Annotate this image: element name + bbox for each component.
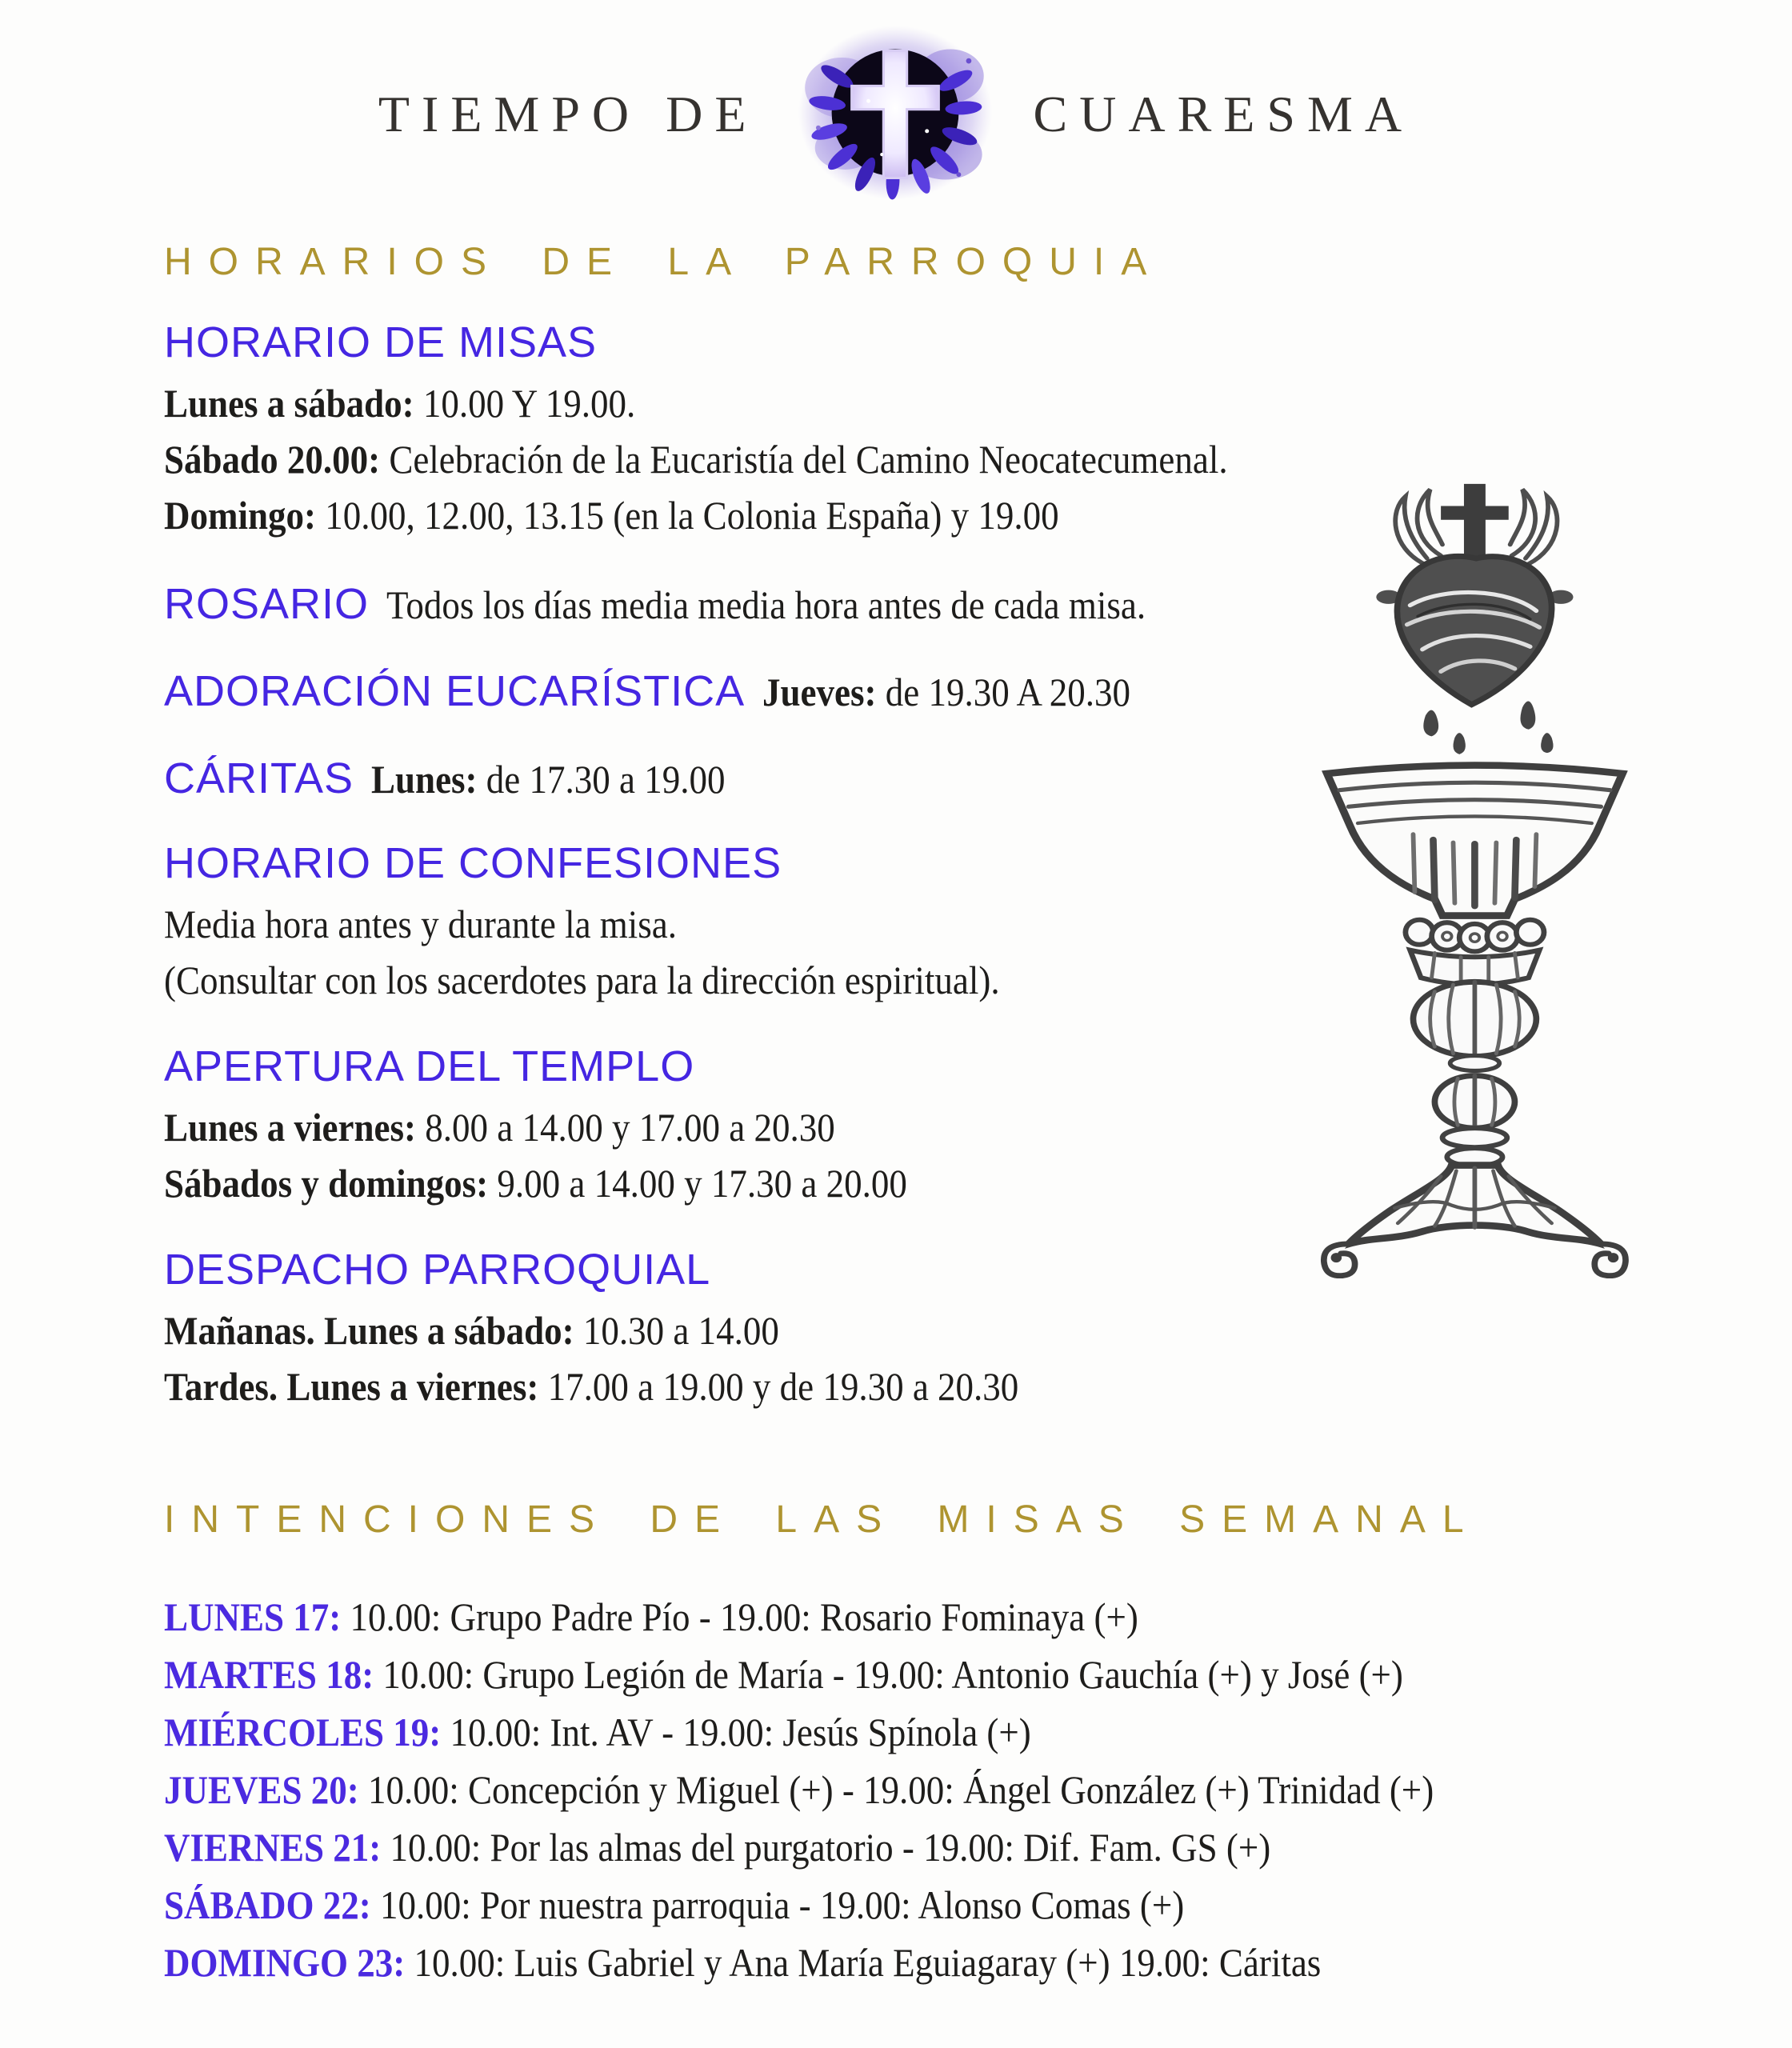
confesiones-line-text: (Consultar con los sacerdotes para la dirección espiritual). [164,958,1000,1002]
intention-row [164,1934,1756,1991]
despacho-line-text: 10.30 a 14.00 [574,1308,779,1353]
misas-line-label: Domingo: [164,493,316,538]
misas-line-text: 10.00 Y 19.00. [414,381,636,426]
intention-row [164,1818,1756,1876]
intention-row [164,1703,1756,1761]
caritas-label: Lunes: [371,757,478,802]
intention-day: MARTES 18: [164,1652,374,1697]
despacho-line-label: Tardes. Lunes a viernes: [164,1364,539,1409]
misas-line-label: Lunes a sábado: [164,381,414,426]
intention-day: JUEVES 20: [164,1767,359,1812]
despacho-line-label: Mañanas. Lunes a sábado: [164,1308,574,1353]
despacho-line [164,1358,1756,1414]
intention-text: 10.00: Grupo Legión de María - 19.00: Antonio Gauchía (+) y José (+) [374,1652,1403,1697]
rosario-title: ROSARIO [164,580,370,628]
rosario-text: Todos los días media media hora antes de cada misa. [386,582,1146,627]
caritas-title: CÁRITAS [164,754,354,802]
cross-wreath-icon [794,21,996,208]
intention-text: 10.00: Por las almas del purgatorio - 19.00: Dif. Fam. GS (+) [381,1825,1271,1870]
misas-line [164,375,1756,431]
intentions-heading: INTENCIONES DE LAS MISAS SEMANAL [164,1498,1481,1541]
adoracion-title: ADORACIÓN EUCARÍSTICA [164,667,746,715]
misas-line-text: 10.00, 12.00, 13.15 (en la Colonia España) y 19.00 [315,493,1059,538]
apertura-title: APERTURA DEL TEMPLO [164,1042,695,1090]
intention-row [164,1646,1756,1703]
adoracion-text: de 19.30 A 20.30 [876,670,1131,714]
intention-text: 10.00: Luis Gabriel y Ana María Eguiagaray (+) 19.00: Cáritas [405,1940,1322,1985]
header-title-left: TIEMPO DE [378,86,758,142]
lent-cross-logo [794,21,996,208]
despacho-line-text: 17.00 a 19.00 y de 19.30 a 20.30 [538,1364,1019,1409]
parish-schedules-heading: HORARIOS DE LA PARROQUIA [164,241,1164,283]
apertura-line-label: Sábados y domingos: [164,1161,489,1206]
intention-text: 10.00: Int. AV - 19.00: Jesús Spínola (+) [441,1710,1031,1754]
intention-row [164,1876,1756,1934]
misas-line-label: Sábado 20.00: [164,437,381,482]
intention-row [164,1588,1756,1646]
despacho-line [164,1302,1756,1358]
sacred-heart-chalice-illustration [1302,478,1664,1278]
apertura-line-text: 8.00 a 14.00 y 17.00 a 20.30 [416,1105,835,1150]
chalice-sketch-icon [1302,478,1664,1278]
flyer-header [0,21,1792,208]
intention-text: 10.00: Concepción y Miguel (+) - 19.00: Ángel González (+) Trinidad (+) [358,1767,1434,1812]
despacho-title: DESPACHO PARROQUIAL [164,1246,711,1294]
caritas-text: de 17.30 a 19.00 [477,757,726,802]
intention-row [164,1761,1756,1818]
misas-line-text: Celebración de la Eucaristía del Camino Neocatecumenal. [380,437,1228,482]
intention-day: LUNES 17: [164,1594,342,1639]
misas-title: HORARIO DE MISAS [164,318,598,366]
intention-day: SÁBADO 22: [164,1882,371,1927]
apertura-line-label: Lunes a viernes: [164,1105,416,1150]
confesiones-title: HORARIO DE CONFESIONES [164,839,782,887]
intention-day: VIERNES 21: [164,1825,382,1870]
header-title-right: CUARESMA [1033,86,1414,142]
apertura-line-text: 9.00 a 14.00 y 17.30 a 20.00 [488,1161,907,1206]
intention-day: MIÉRCOLES 19: [164,1710,442,1754]
intentions-list [164,1588,1756,1991]
adoracion-label: Jueves: [762,670,877,714]
intention-text: 10.00: Por nuestra parroquia - 19.00: Alonso Comas (+) [370,1882,1185,1927]
intention-text: 10.00: Grupo Padre Pío - 19.00: Rosario Fominaya (+) [341,1594,1138,1639]
intention-day: DOMINGO 23: [164,1940,406,1985]
confesiones-line-text: Media hora antes y durante la misa. [164,902,678,946]
